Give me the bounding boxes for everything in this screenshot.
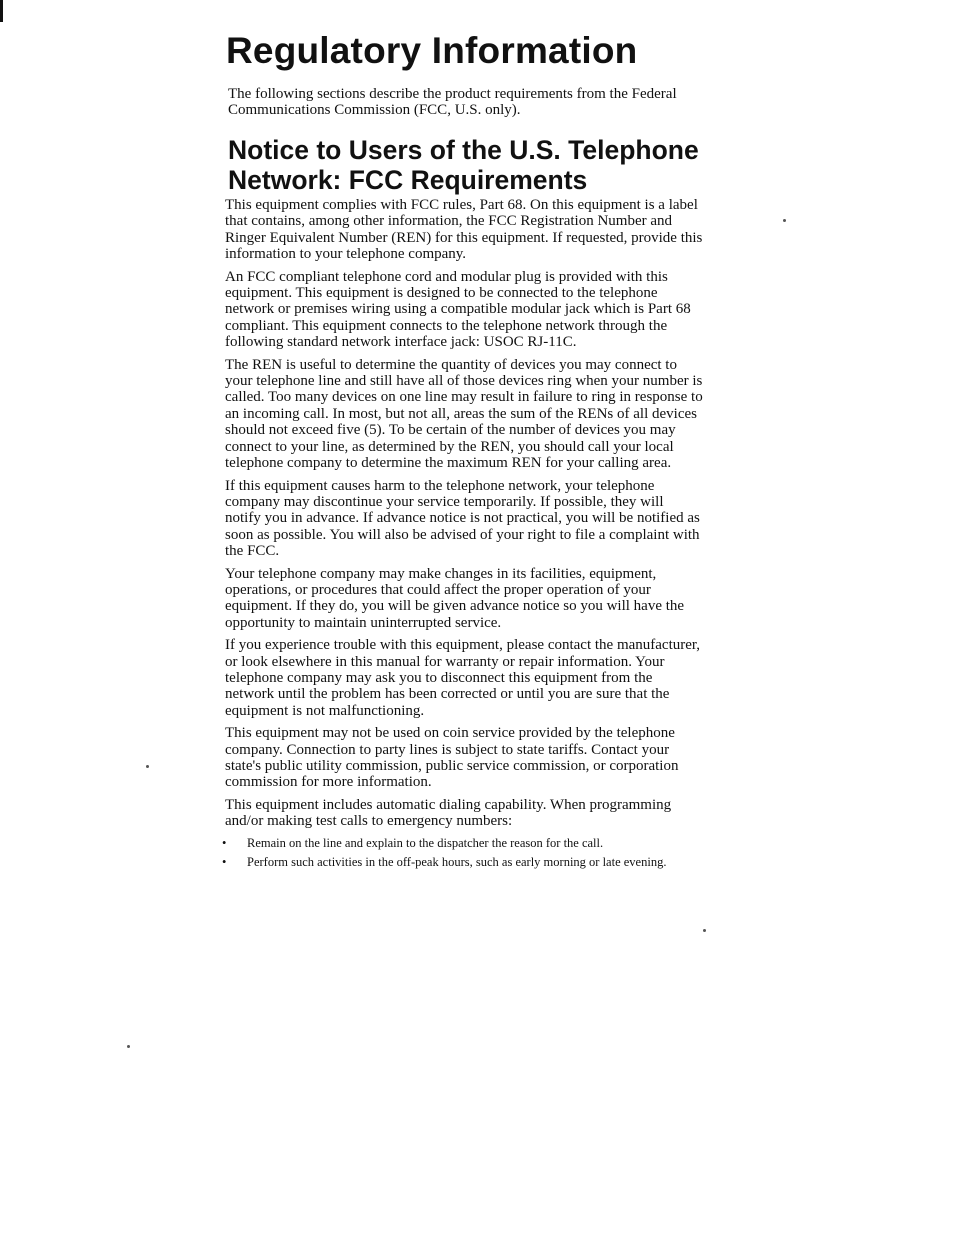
intro-paragraph: The following sections describe the product requirements from the Federal Communications Commission (FCC, U.S. only).: [228, 86, 677, 118]
paragraph: If this equipment causes harm to the telephone network, your telephone company may discontinue your service temporarily. If possible, they will notify you in advance. If advance notice is not practical, you will be notified as soon as possible. You will also be advised of your right to file a complaint with the FCC.: [225, 477, 700, 560]
document-page: [220, 28, 710, 874]
paragraph: This equipment includes automatic dialing capability. When programming and/or making test calls to emergency numbers:: [225, 796, 672, 830]
scan-speck: [127, 1045, 130, 1048]
bullet-icon: •: [222, 835, 227, 850]
scan-speck: [783, 219, 786, 222]
list-item-text: Remain on the line and explain to the dispatcher the reason for the call.: [247, 835, 604, 850]
list-item-text: Perform such activities in the off-peak hours, such as early morning or late evening.: [247, 854, 667, 869]
scan-speck: [146, 765, 149, 768]
bullet-list: [220, 836, 710, 870]
paragraph: If you experience trouble with this equipment, please contact the manufacturer, or look elsewhere in this manual for warranty or repair information. Your telephone company may ask you to disconnect this equipment from the network until the problem has been corrected or until you are sure that the equipment is not malfunctioning.: [225, 637, 701, 719]
paragraph: The REN is useful to determine the quantity of devices you may connect to your telephone line and still have all of those devices ring when your number is called. Too many devices on one line may result in failure to ring in response to an incoming call. In most, but not all, areas the sum of the RENs of all devices should not exceed five (5). To be certain of the number of devices you may connect to your line, as determined by the REN, you should call your local telephone company to determine the maximum REN for your calling area.: [225, 356, 703, 472]
bullet-icon: •: [222, 854, 227, 869]
list-item: [220, 855, 677, 870]
paragraph: This equipment complies with FCC rules, Part 68. On this equipment is a label that contains, among other information, the FCC Registration Number and Ringer Equivalent Number (REN) for this equipment. If requested, provide this information to your telephone company.: [225, 197, 703, 263]
section-body: [220, 197, 710, 830]
list-item: [220, 836, 677, 851]
paragraph: This equipment may not be used on coin service provided by the telephone company. Connection to party lines is subject to state tariffs. Contact your state's public utility commission, public service commission, or corporation commission for more information.: [225, 725, 679, 791]
paragraph: Your telephone company may make changes in its facilities, equipment, operations, or procedures that could affect the proper operation of your equipment. If they do, you will be given advance notice so you will have the opportunity to maintain uninterrupted service.: [225, 565, 685, 631]
paragraph: An FCC compliant telephone cord and modular plug is provided with this equipment. This equipment is designed to be connected to the telephone network or premises wiring using a compatible modular jack which is Part 68 compliant. This equipment connects to the telephone network through the following standard network interface jack: USOC RJ-11C.: [225, 268, 691, 351]
section-heading: Notice to Users of the U.S. Telephone Network: FCC Requirements: [228, 135, 699, 195]
page-title: Regulatory Information: [226, 30, 638, 71]
scan-speck: [703, 929, 706, 932]
scan-edge-mark: [0, 0, 3, 22]
